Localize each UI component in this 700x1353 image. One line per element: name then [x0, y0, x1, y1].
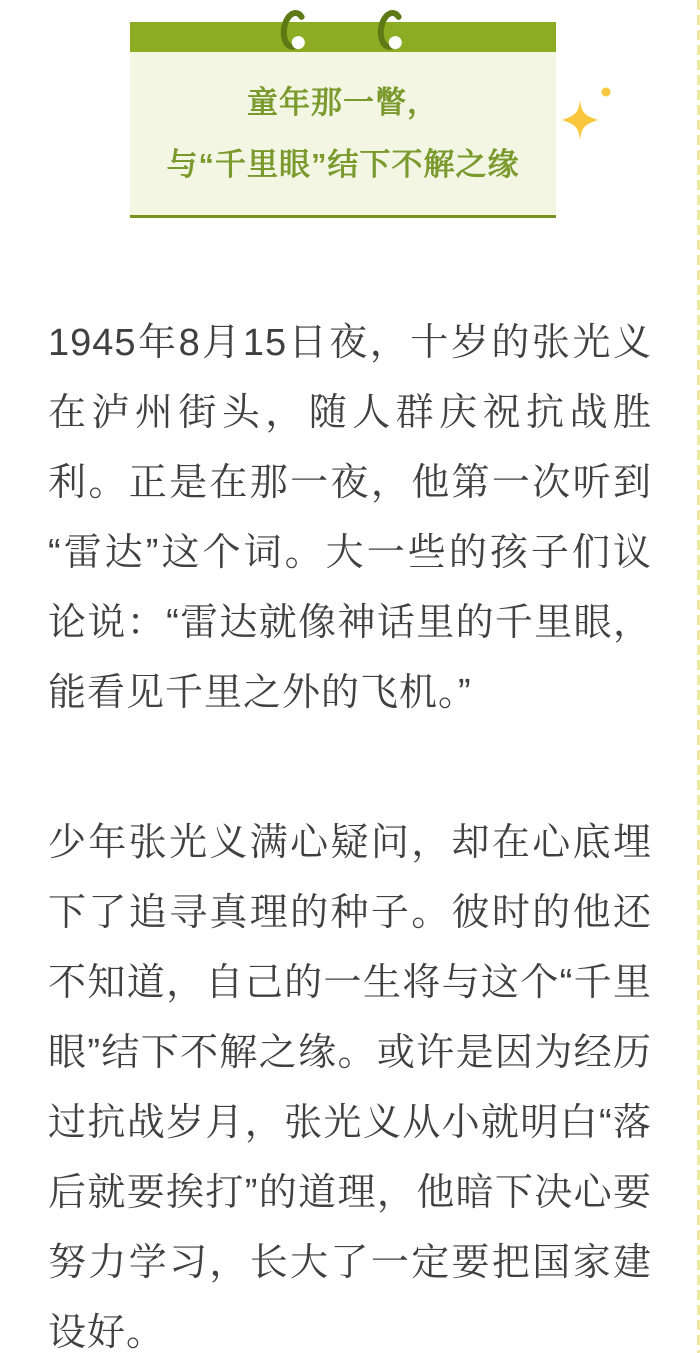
article-body	[48, 0, 652, 1353]
section-title-line1: 童年那一瞥，	[247, 84, 439, 120]
paragraph: 1945年8月15日夜，十岁的张光义在泸州街头，随人群庆祝抗战胜利。正是在那一夜，他第一次听到“雷达”这个词。大一些的孩子们议论说：“雷达就像神话里的千里眼，能看见千里之外的飞机。”	[48, 322, 652, 714]
section-title-line2: 与“千里眼”结下不解之缘	[166, 146, 520, 182]
paragraph: 少年张光义满心疑问，却在心底埋下了追寻真理的种子。彼时的他还不知道，自己的一生将与这个“千里眼”结下不解之缘。或许是因为经历过抗战岁月，张光义从小就明白“落后就要挨打”的道理，他暗下决心要努力学习，长大了一定要把国家建设好。	[48, 822, 652, 1353]
